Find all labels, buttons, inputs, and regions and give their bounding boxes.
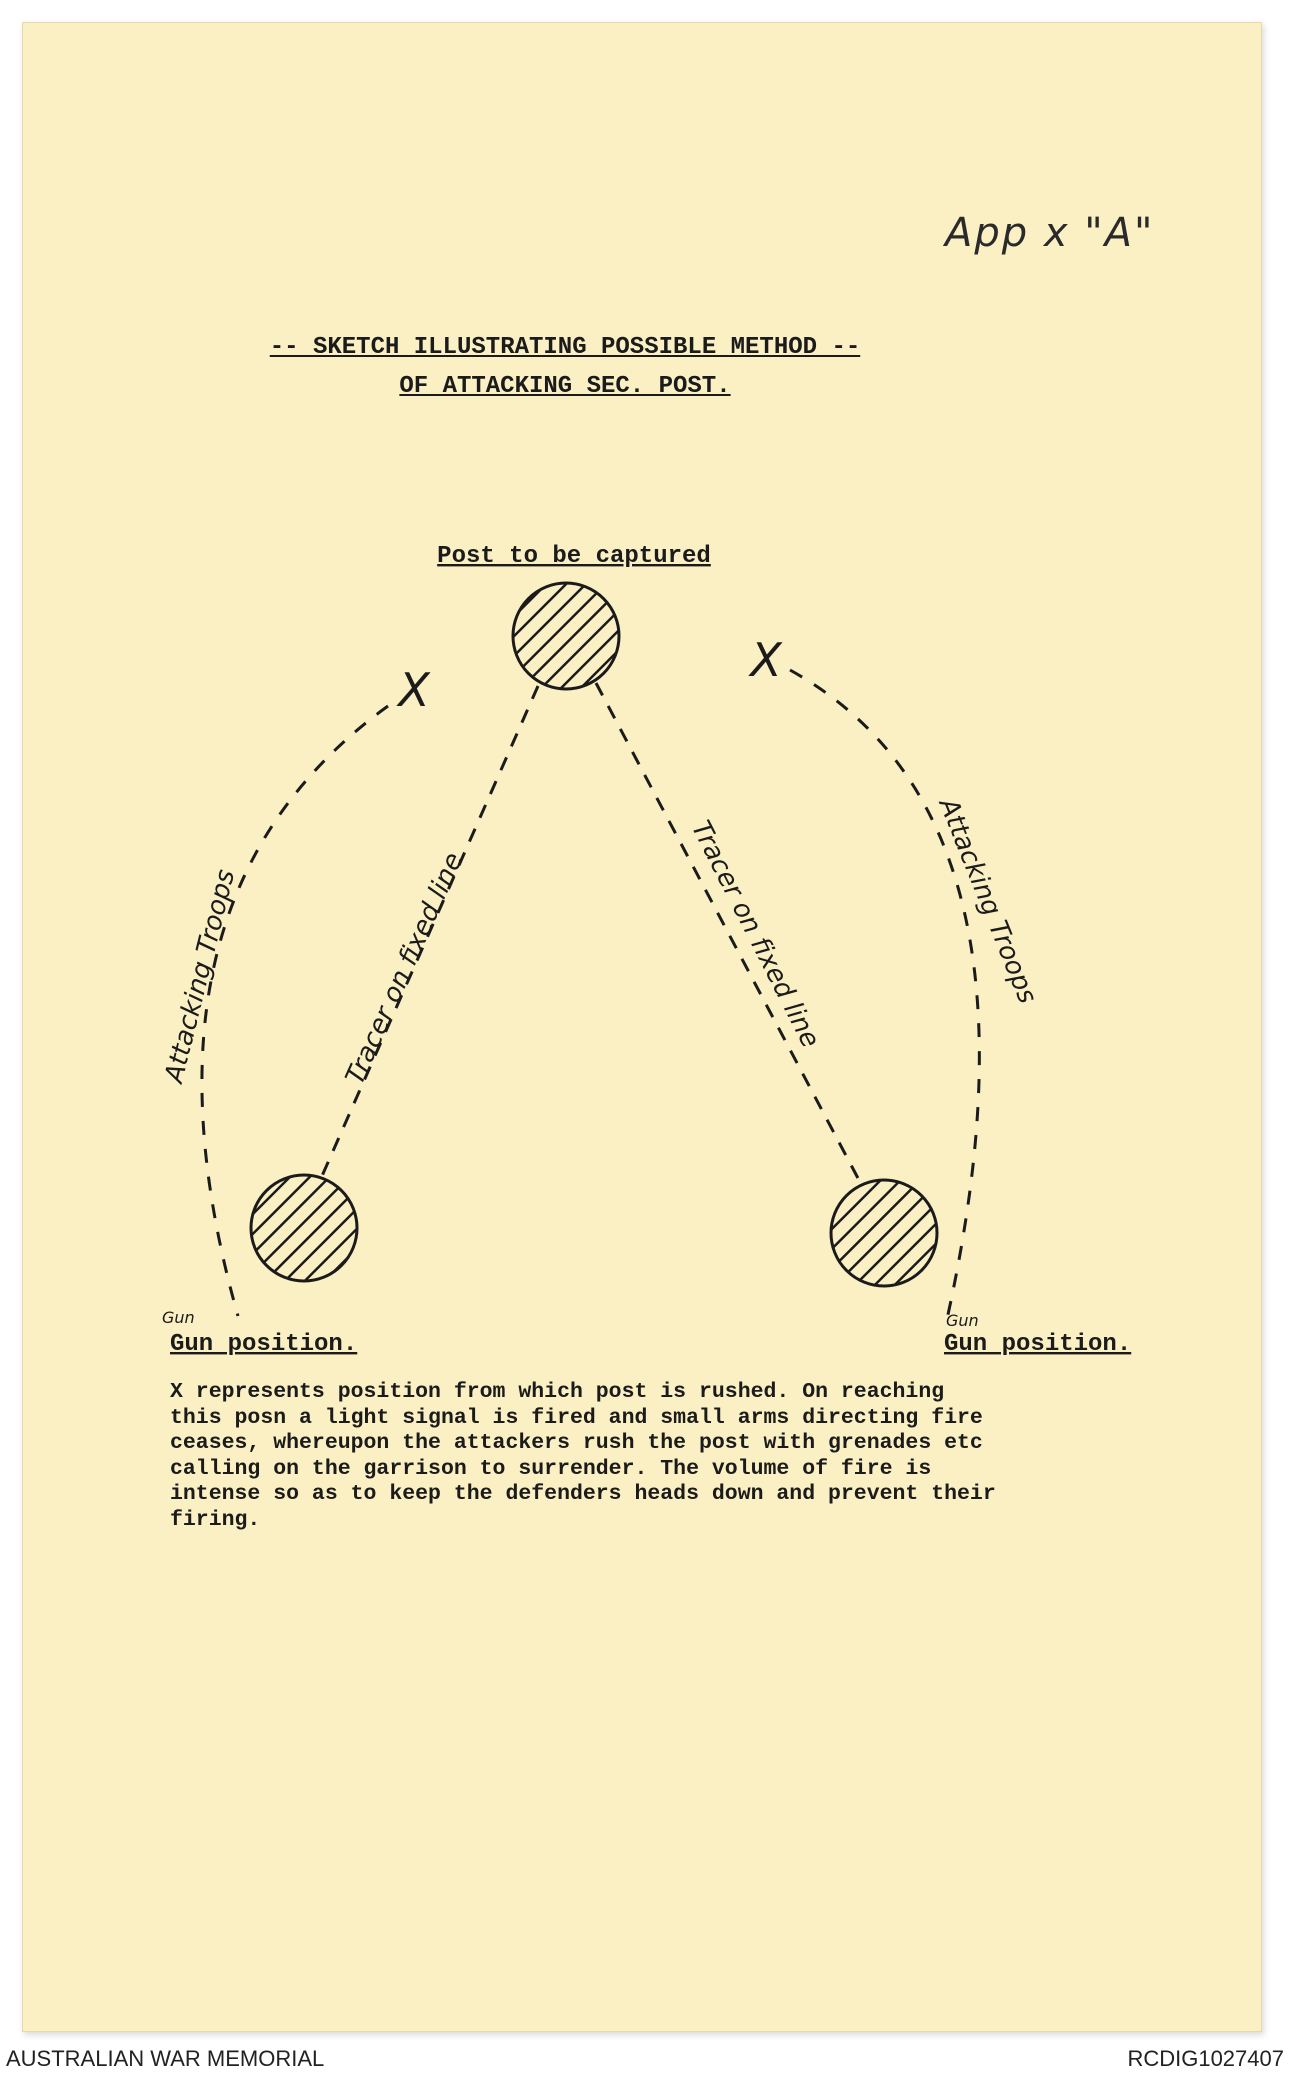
right-tracer-line	[596, 683, 860, 1182]
appendix-annotation: App x "A"	[945, 210, 1155, 256]
explanation-paragraph: X represents position from which post is rushed. On reaching this posn a light signal is fired and small arms directing fire ceases, whereupon the attackers rush the post with grenades etc calling on the garrison to surrender. The volume of fire is intense so as to keep the defenders heads down and prevent their firing.	[170, 1380, 996, 1532]
left-gun-annotation: Gun	[162, 1308, 195, 1327]
right-tracer-label: Tracer on fixed line	[684, 816, 826, 1053]
left-x-mark: X	[398, 663, 430, 717]
post-circle	[513, 583, 619, 689]
left-gun-circle	[251, 1175, 357, 1281]
post-label: Post to be captured	[437, 543, 711, 570]
footer-institution: AUSTRALIAN WAR MEMORIAL	[6, 2046, 325, 2071]
title-line-2: OF ATTACKING SEC. POST.	[399, 373, 731, 400]
right-curve-label: Attacking Troops	[932, 794, 1043, 1008]
right-gun-circle	[831, 1180, 937, 1286]
footer-record-id: RCDIG1027407	[1127, 2046, 1284, 2071]
right-gun-annotation: Gun	[946, 1311, 979, 1330]
left-gun-position-label: Gun position.	[170, 1331, 358, 1358]
right-gun-position-label: Gun position.	[944, 1331, 1132, 1358]
title-line-1: -- SKETCH ILLUSTRATING POSSIBLE METHOD --	[269, 334, 861, 361]
left-tracer-label: Tracer on fixed line	[340, 848, 470, 1090]
left-curve-label: Attacking Troops	[159, 866, 242, 1086]
right-x-mark: X	[750, 633, 782, 687]
